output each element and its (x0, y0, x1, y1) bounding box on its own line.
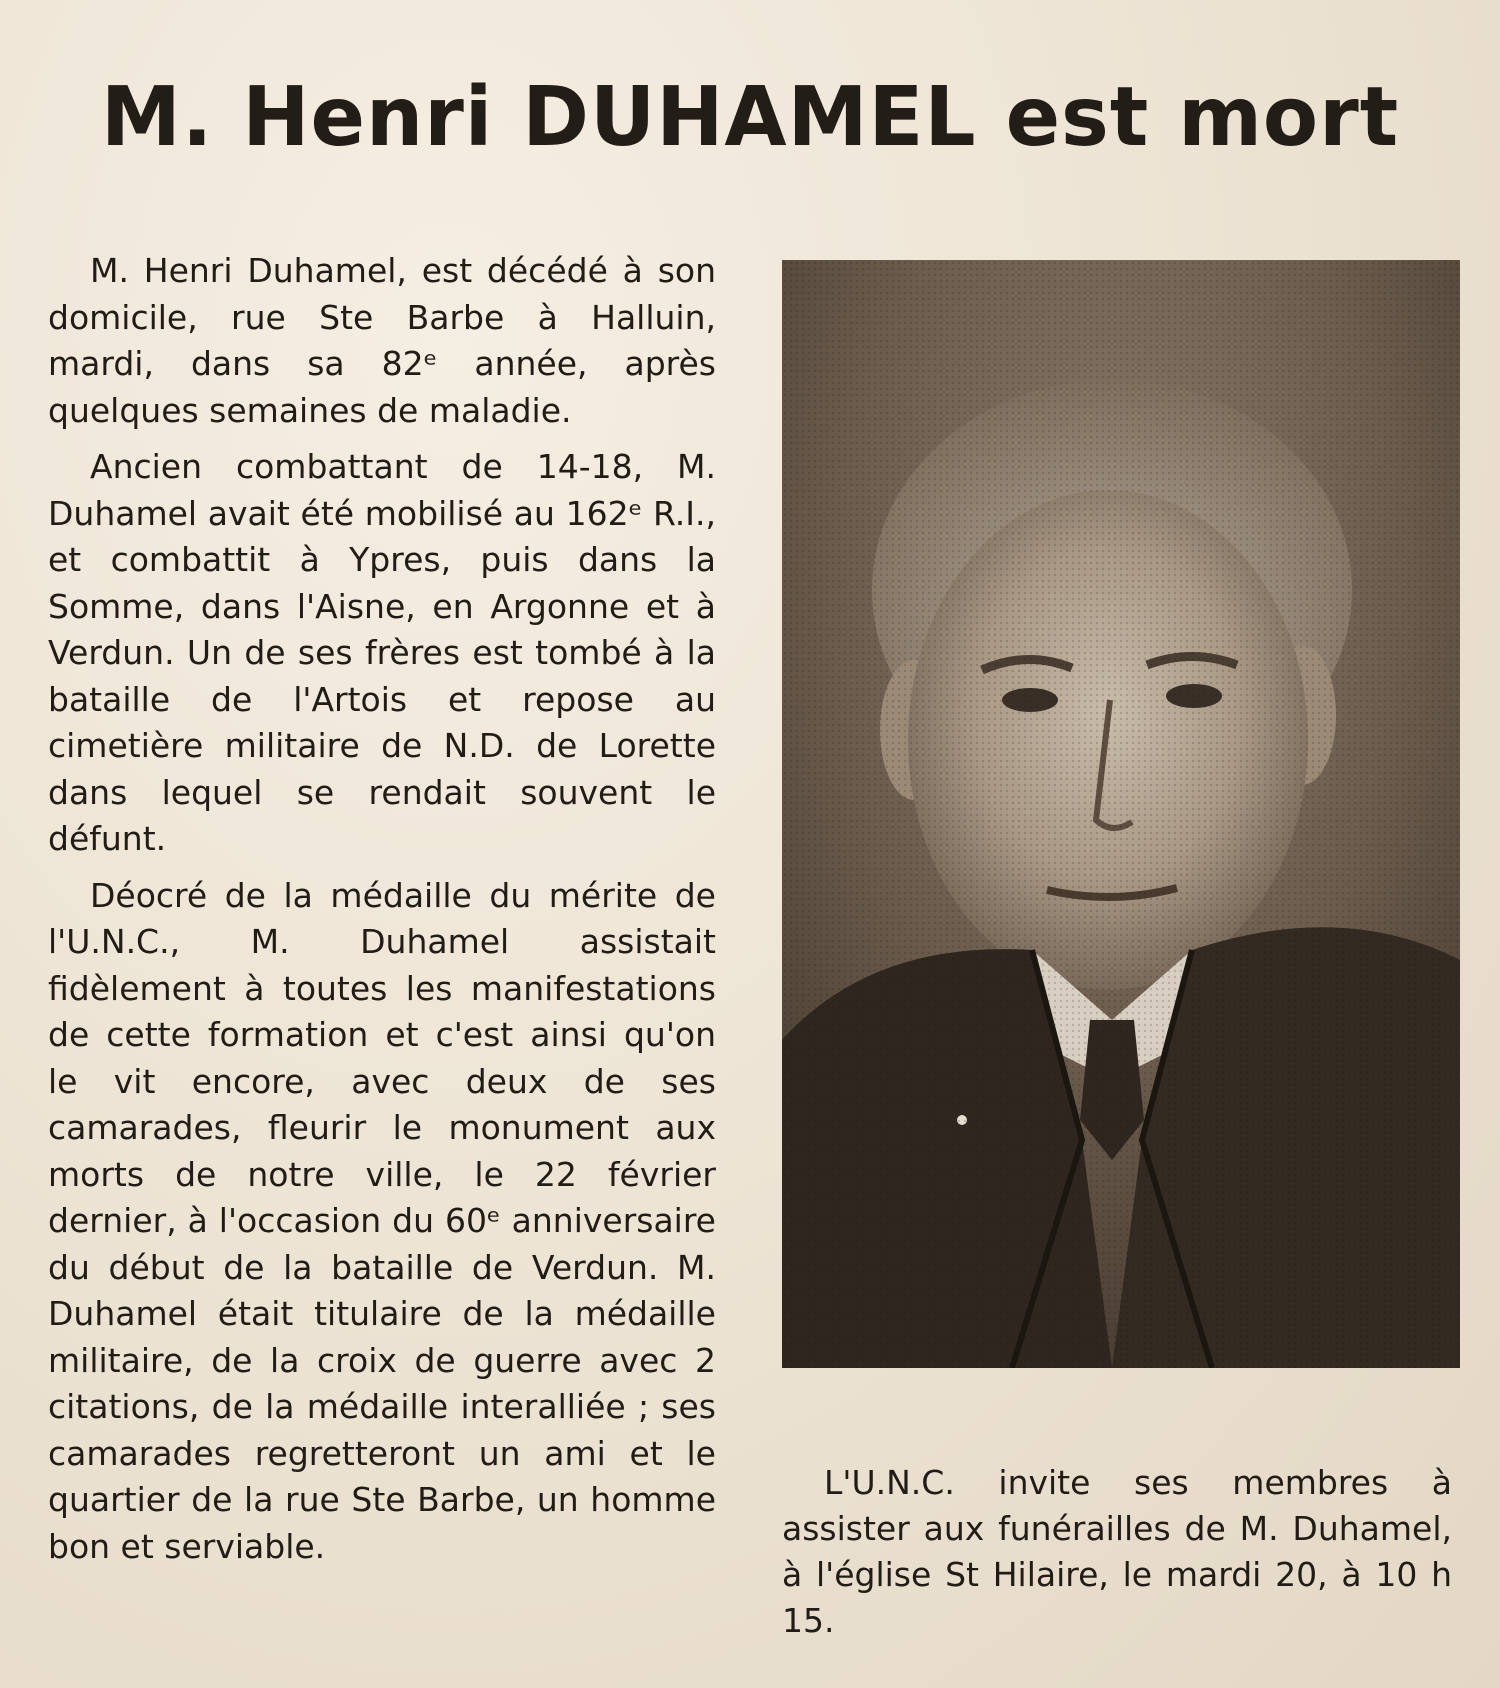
portrait-photo (782, 260, 1460, 1368)
article-body (48, 248, 716, 1580)
article-paragraph-2: Ancien combattant de 14-18, M. Duhamel avait été mobilisé au 162ᵉ R.I., et combattit à Ypres, puis dans la Somme, dans l'Aisne, en Argonne et à Verdun. Un de ses frères est tombé à la bataille de l'Artois et repose au cimetière militaire de N.D. de Lorette dans lequel se rendait souvent le défunt. (48, 447, 716, 858)
article-paragraph-3: Déocré de la médaille du mérite de l'U.N.C., M. Duhamel assistait fidèlement à toutes les manifestations de cette formation et c'est ainsi qu'on le vit encore, avec deux de ses camarades, fleurir le monument aux morts de notre ville, le 22 février dernier, à l'occasion du 60ᵉ anniversaire du début de la bataille de Verdun. M. Duhamel était titulaire de la médaille militaire, de la croix de guerre avec 2 citations, de la médaille interalliée ; ses camarades regretteront un ami et le quartier de la rue Ste Barbe, un homme bon et serviable. (48, 875, 716, 1566)
article-paragraph-1: M. Henri Duhamel, est décédé à son domicile, rue Ste Barbe à Halluin, mardi, dans sa 82ᵉ année, après quelques semaines de maladie. (48, 251, 716, 430)
funeral-notice-text: L'U.N.C. invite ses membres à assister aux funérailles de M. Duhamel, à l'église St Hilaire, le mardi 20, à 10 h 15. (782, 1463, 1452, 1640)
headline: M. Henri DUHAMEL est mort (100, 70, 1400, 165)
funeral-notice (782, 1460, 1452, 1644)
